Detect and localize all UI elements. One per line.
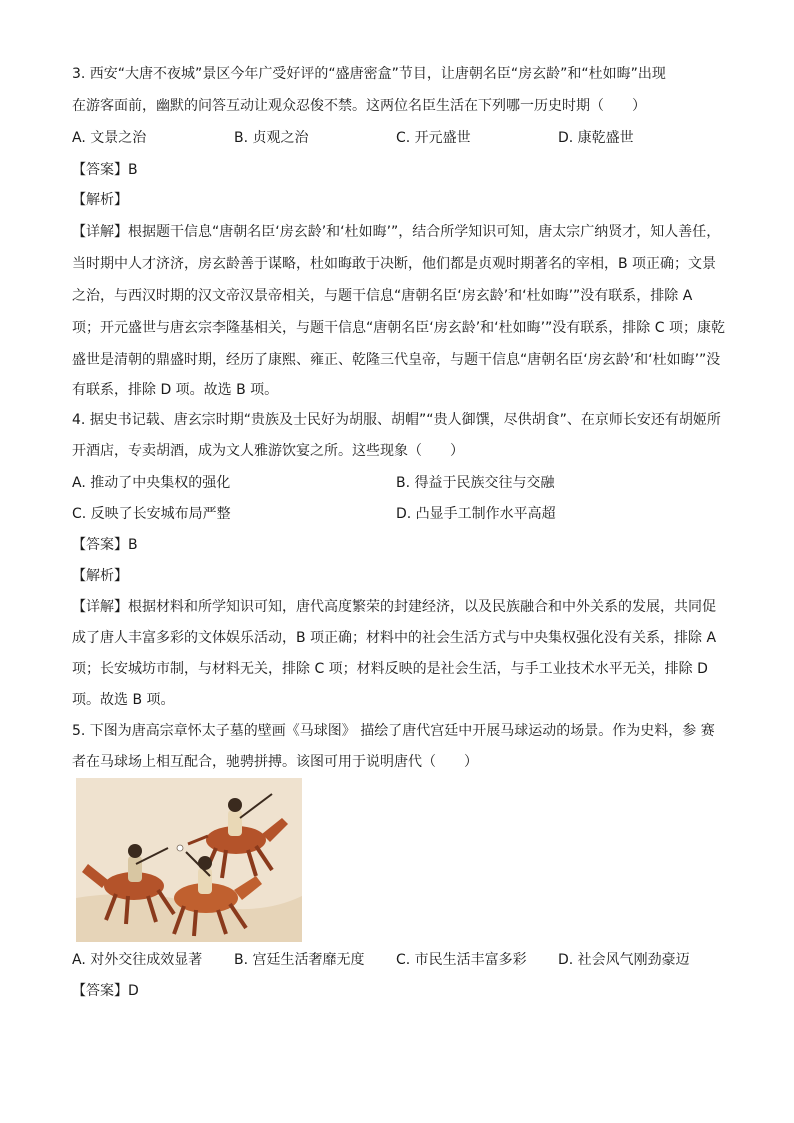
q4-detail-line-1: 【详解】根据材料和所学知识可知，唐代高度繁荣的封建经济，以及民族融合和中外关系的发展，共同促 (72, 599, 716, 615)
q5-option-d: D. 社会风气刚劲豪迈 (558, 952, 690, 968)
q4-option-c: C. 反映了长安城布局严整 (72, 506, 231, 522)
polo-mural-illustration (76, 778, 302, 942)
q3-stem-line-1: 3. 西安“大唐不夜城”景区今年广受好评的“盛唐密盒”节目，让唐朝名臣“房玄龄”和“杜如晦”出现 (72, 66, 666, 82)
q3-answer: 【答案】B (72, 162, 138, 178)
q5-answer: 【答案】D (72, 983, 139, 999)
q3-detail-line-3: 之治，与西汉时期的汉文帝汉景帝相关，与题干信息“唐朝名臣‘房玄龄’和‘杜如晦’”没有联系，排除 A (72, 288, 693, 304)
q3-detail-line-5: 盛世是清朝的鼎盛时期，经历了康熙、雍正、乾隆三代皇帝，与题干信息“唐朝名臣‘房玄龄’和‘杜如晦’”没 (72, 352, 721, 368)
q3-option-d: D. 康乾盛世 (558, 130, 634, 146)
q5-stem-line-1: 5. 下图为唐高宗章怀太子墓的壁画《马球图》 描绘了唐代宫廷中开展马球运动的场景。作为史料，参 赛 (72, 723, 715, 739)
q4-analysis-tag: 【解析】 (72, 568, 128, 584)
q3-detail-line-1: 【详解】根据题干信息“唐朝名臣‘房玄龄’和‘杜如晦’”，结合所学知识可知，唐太宗广纳贤才，知人善任， (72, 224, 721, 240)
q4-option-a: A. 推动了中央集权的强化 (72, 475, 231, 491)
q3-option-a: A. 文景之治 (72, 130, 147, 146)
q4-detail-line-2: 成了唐人丰富多彩的文体娱乐活动，B 项正确；材料中的社会生活方式与中央集权强化没有关系，排除 A (72, 630, 717, 646)
polo-mural-image (76, 778, 302, 942)
q4-stem-line-1: 4. 据史书记载、唐玄宗时期“贵族及士民好为胡服、胡帽”“贵人御馔，尽供胡食”、在京师长安还有胡姬所 (72, 412, 721, 428)
q4-option-b: B. 得益于民族交往与交融 (396, 475, 555, 491)
q3-detail-line-6: 有联系，排除 D 项。故选 B 项。 (72, 382, 279, 398)
q3-option-c: C. 开元盛世 (396, 130, 471, 146)
polo-ball (177, 845, 183, 851)
q4-detail-line-3: 项；长安城坊市制，与材料无关，排除 C 项；材料反映的是社会生活，与手工业技术水平无关，排除 D (72, 661, 708, 677)
q4-stem-line-2: 开酒店，专卖胡酒，成为文人雅游饮宴之所。这些现象（ ） (72, 443, 464, 459)
q4-detail-line-4: 项。故选 B 项。 (72, 692, 175, 708)
q3-detail-line-2: 当时期中人才济济，房玄龄善于谋略，杜如晦敢于决断，他们都是贞观时期著名的宰相，B 项正确；文景 (72, 256, 717, 272)
q4-answer: 【答案】B (72, 537, 138, 553)
q3-detail-line-4: 项；开元盛世与唐玄宗李隆基相关，与题干信息“唐朝名臣‘房玄龄’和‘杜如晦’”没有联系，排除 C 项；康乾 (72, 320, 725, 336)
q5-option-a: A. 对外交往成效显著 (72, 952, 203, 968)
q4-option-d: D. 凸显手工制作水平高超 (396, 506, 556, 522)
q5-option-c: C. 市民生活丰富多彩 (396, 952, 527, 968)
q3-analysis-tag: 【解析】 (72, 192, 128, 208)
q3-option-b: B. 贞观之治 (234, 130, 309, 146)
q5-stem-line-2: 者在马球场上相互配合，驰骋拼搏。该图可用于说明唐代（ ） (72, 754, 478, 770)
q3-stem-line-2: 在游客面前，幽默的问答互动让观众忍俊不禁。这两位名臣生活在下列哪一历史时期（ ） (72, 98, 646, 114)
q5-option-b: B. 宫廷生活奢靡无度 (234, 952, 365, 968)
